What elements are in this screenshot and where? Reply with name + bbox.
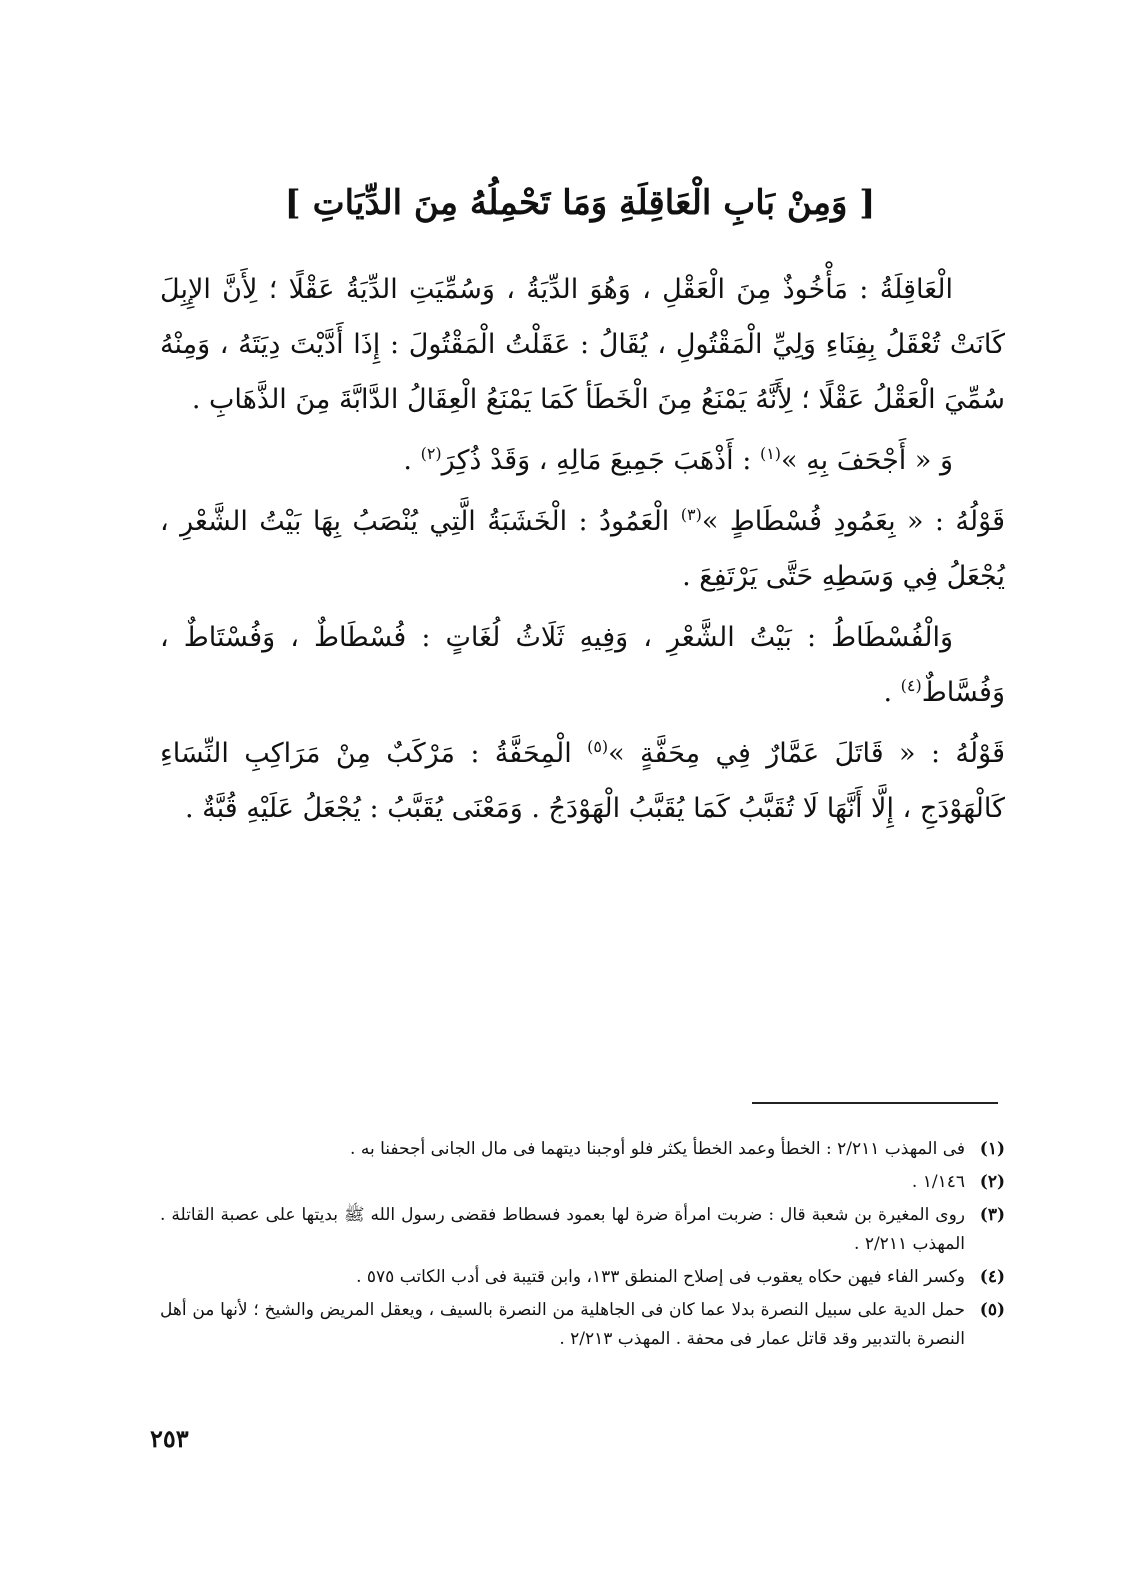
- paragraph-text: .: [403, 445, 421, 476]
- footnote-number: (٥): [979, 1300, 1005, 1320]
- footnote-item: [160, 1201, 1005, 1259]
- paragraph-text: الْمِحَفَّةُ : مَرْكَبٌ مِنْ مَرَاكِبِ النِّسَاءِ كَالْهَوْدَجِ ، إِلَّا أَنَّهَا لَا تُقَبَّبُ كَمَا يُقَبَّبُ الْهَوْدَجُ . وَمَعْنَى يُقَبَّبُ : يُجْعَلُ عَلَيْهِ قُبَّةٌ .: [160, 738, 1005, 824]
- footnote-ref: (٤): [900, 676, 922, 695]
- page-number: ٢٥٣: [150, 1424, 189, 1453]
- paragraph-text: الْعَاقِلَةُ : مَأْخُوذٌ مِنَ الْعَقْلِ ، وَهُوَ الدِّيَةُ ، وَسُمِّيَتِ الدِّيَةُ عَقْلًا ؛ لِأَنَّ الإِبِلَ كَانَتْ تُعْقَلُ بِفِنَاءِ وَلِيِّ الْمَقْتُولِ ، يُقَالُ : عَقَلْتُ الْمَقْتُولَ : إِذَا أَدَّيْتَ دِيَتَهُ ، وَمِنْهُ سُمِّيَ الْعَقْلُ عَقْلًا ؛ لِأَنَّهُ يَمْنَعُ مِنَ الْخَطَأ كَمَا يَمْنَعُ الْعِقَالُ الدَّابَّةَ مِنَ الذَّهَابِ .: [160, 274, 1005, 415]
- paragraph-text: وَ « أَجْحَفَ بِهِ »: [781, 445, 953, 476]
- paragraph-ajhafa: [160, 433, 1005, 488]
- paragraph-text: وَالْفُسْطَاطُ : بَيْتُ الشَّعْرِ ، وَفِيهِ ثَلَاثُ لُغَاتٍ : فُسْطَاطٌ ، وَفُسْتَاطٌ ، وَفُسَّاطٌ: [160, 622, 1005, 708]
- paragraph-fustat: [160, 610, 1005, 720]
- footnote-text: ١/١٤٦ .: [911, 1172, 965, 1192]
- paragraph-text: : أَذْهَبَ جَمِيعَ مَالِهِ ، وَقَدْ ذُكِرَ: [441, 445, 760, 476]
- footnote-text: وكسر الفاء فيهن حكاه يعقوب فى إصلاح المنطق ١٣٣، وابن قتيبة فى أدب الكاتب ٥٧٥ .: [356, 1267, 965, 1287]
- footnote-ref: (٥): [587, 737, 609, 756]
- chapter-title: [ وَمِنْ بَابِ الْعَاقِلَةِ وَمَا تَحْمِلُهُ مِنَ الدِّيَاتِ ]: [284, 183, 876, 223]
- footnotes: [160, 1135, 1005, 1358]
- footnote-number: (٤): [979, 1267, 1005, 1287]
- footnote-ref: (١): [759, 444, 782, 463]
- main-text: [160, 262, 1005, 842]
- footnote-text: فى المهذب ٢/٢١١ : الخطأ وعمد الخطأ يكثر فلو أوجبنا ديتهما فى مال الجانى أجحفنا به .: [350, 1139, 965, 1159]
- footnote-ref: (٣): [680, 505, 702, 524]
- footnote-text: روى المغيرة بن شعبة قال : ضربت امرأة ضرة لها بعمود فسطاط فقضى رسول الله ﷺ بديتها على عصبة القاتلة . المهذب ٢/٢١١ .: [160, 1205, 965, 1254]
- paragraph-amud: [160, 494, 1005, 604]
- footnote-number: (١): [979, 1139, 1005, 1159]
- footnote-item: [160, 1296, 1005, 1354]
- footnote-item: [160, 1168, 1005, 1197]
- paragraph-mihaffa: [160, 726, 1005, 836]
- footnote-text: حمل الدية على سبيل النصرة بدلا عما كان فى الجاهلية من النصرة بالسيف ، ويعقل المريض والشيخ ؛ لأنها من أهل النصرة بالتدبير وقد قاتل عمار فى محفة . المهذب ٢/٢١٣ .: [160, 1300, 965, 1349]
- footnote-number: (٣): [979, 1205, 1005, 1225]
- paragraph-text: قَوْلُهُ : « قَاتَلَ عَمَّارٌ فِي مِحَفَّةٍ »: [608, 738, 1005, 769]
- footnote-number: (٢): [979, 1172, 1005, 1192]
- footnote-ref: (٢): [420, 444, 442, 463]
- paragraph-aqila: [160, 262, 1005, 427]
- footnote-divider: [752, 1102, 998, 1104]
- paragraph-text: .: [883, 677, 901, 708]
- paragraph-text: الْعَمُودُ : الْخَشَبَةُ الَّتِي يُنْصَبُ بِهَا بَيْتُ الشَّعْرِ ، يُجْعَلُ فِي وَسَطِهِ حَتَّى يَرْتَفِعَ .: [160, 506, 1005, 592]
- footnote-item: [160, 1135, 1005, 1164]
- paragraph-text: قَوْلُهُ : « بِعَمُودِ فُسْطَاطٍ »: [701, 506, 1005, 537]
- footnote-item: [160, 1263, 1005, 1292]
